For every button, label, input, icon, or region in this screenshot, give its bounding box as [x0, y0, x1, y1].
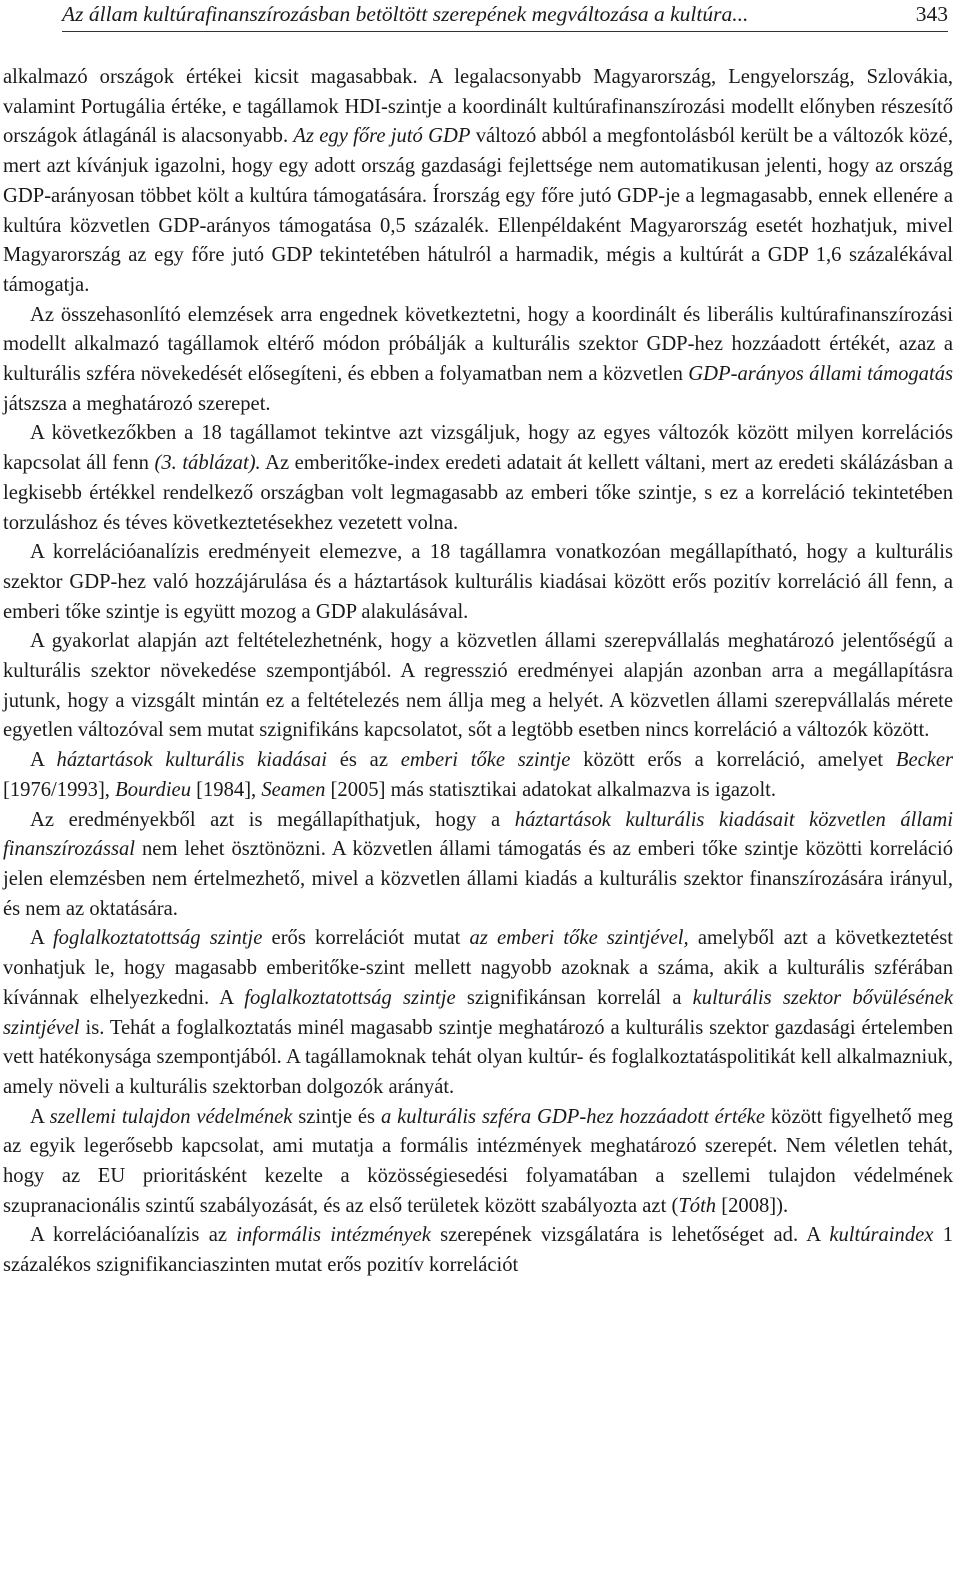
text-run: [2008]).: [716, 1194, 789, 1217]
italic-run: Az egy főre jutó GDP: [293, 125, 471, 148]
paragraph: [3, 627, 953, 746]
italic-run: kulturális szektor bővülésének szintjével: [3, 986, 954, 1039]
text-run: A: [30, 927, 53, 950]
italic-run: a kulturális szféra GDP-hez hozzáadott értéke: [380, 1105, 765, 1128]
italic-run: az emberi tőke szintjével,: [469, 927, 689, 950]
text-run: játszsza a meghatározó szerepet.: [3, 392, 271, 415]
italic-run: háztartások kulturális kiadásai: [56, 749, 327, 772]
paragraph: [3, 806, 953, 925]
text-run: és az: [326, 749, 401, 772]
text-run: változó abból a megfontolásból került be a változók közé, mert azt kívánjuk igazolni, hogy egy adott ország gazdasági fejlettsége nem automatikusan jelenti, hogy az ország GDP-arányosan többet költ a kultúra támogatására. Írország egy főre jutó GDP-je a legmagasabb, ennek ellenére a kultúra közvetlen GDP-arányos támogatása 0,5 százalék. Ellenpéldaként Magyarország esetét hozhatjuk, mivel Magyarország az egy főre jutó GDP tekintetében hátulról a harmadik, mégis a kultúrát a GDP 1,6 százalékával támogatja.: [3, 125, 953, 296]
italic-run: Tóth: [678, 1194, 717, 1217]
text-run: A: [30, 1105, 50, 1128]
text-run: amelyből azt a következtetést vonhatjuk le, hogy magasabb emberitőke-szint mellett nagyobb azoknak a száma, akik a kulturális szférában kívánnak elhelyezkedni. A: [3, 927, 954, 1009]
paragraph: [3, 538, 953, 627]
italic-run: Bourdieu: [115, 778, 191, 801]
text-run: szerepének vizsgálatára is lehetőséget ad. A: [430, 1224, 830, 1247]
text-run: A korrelációanalízis az: [30, 1224, 237, 1247]
text-run: alkalmazó országok értékei kicsit magasabbak. A legalacsonyabb Magyarország, Lengyelország, Szlovákia, valamint Portugália értéke, e tagállamok HDI-szintje a koordinált kultúrafinanszírozási modellt előnyben részesítő országok átlagánál is alacsonyabb.: [3, 66, 953, 148]
italic-run: foglalkoztatottság szintje: [244, 986, 456, 1009]
italic-run: Becker: [895, 749, 954, 772]
paragraph: [3, 1103, 953, 1222]
italic-run: emberi tőke szintje: [400, 749, 571, 772]
text-run: A korrelációanalízis eredményeit elemezve, a 18 tagállamra vonatkozóan megállapítható, hogy a kulturális szektor GDP-hez való hozzájárulása és a háztartások kulturális kiadásai között erős pozitív korreláció áll fenn, a emberi tőke szintje is együtt mozog a GDP alakulásával.: [3, 541, 953, 623]
text-run: szintje és: [292, 1105, 381, 1128]
italic-run: (3. táblázat).: [154, 452, 261, 475]
text-run: Az eredményekből azt is megállapíthatjuk, hogy a: [30, 808, 515, 831]
text-run: Az emberitőke-index eredeti adatait át kellett váltani, mert az eredeti skálázásban a legkisebb értékkel rendelkező országban volt legmagasabb az emberi tőke szintje, s ez a korreláció tekintetében torzuláshoz és téves következtetésekhez vezetett volna.: [3, 452, 953, 534]
page-number: 343: [915, 2, 948, 26]
paragraph: [3, 1221, 953, 1280]
body-text: [3, 63, 953, 1281]
text-run: A következőkben a 18 tagállamot tekintve azt vizsgáljuk, hogy az egyes változók között milyen korrelációs kapcsolat áll fenn: [3, 422, 953, 475]
text-run: A: [30, 749, 57, 772]
paragraph: [3, 63, 953, 301]
text-run: Az összehasonlító elemzések arra engednek következtetni, hogy a koordinált és liberális kultúrafinanszírozási modellt alkalmazó tagállamok eltérő módon próbálják a kulturális szektor GDP-hez hozzáadott értékét, azaz a kulturális szféra növekedését elősegíteni, és ebben a folyamatban nem a közvetlen: [3, 303, 953, 386]
italic-run: GDP-arányos állami támogatás: [688, 363, 953, 386]
paragraph: [3, 924, 953, 1102]
paragraph: [3, 419, 953, 538]
text-run: között erős a korreláció, amelyet: [570, 749, 896, 772]
text-run: [1984],: [191, 778, 262, 801]
text-run: [1976/1993],: [3, 778, 116, 801]
paragraph: [3, 746, 953, 805]
italic-run: szellemi tulajdon védelmének: [49, 1105, 293, 1128]
text-run: [2005] más statisztikai adatokat alkalmazva is igazolt.: [325, 778, 777, 801]
text-run: között figyelhető meg az egyik legerősebb kapcsolat, ami mutatja a formális intézmények meghatározó szerepét. Nem véletlen tehát, hogy az EU prioritásként kezelte a közösségiesedési folyamatában a szellemi tulajdon védelmének szupranacionális szintű szabályozását, és az első területek között szabályozta azt (: [3, 1105, 954, 1217]
running-header: [62, 0, 948, 32]
paragraph: [3, 301, 953, 420]
text-run: nem lehet ösztönözni. A közvetlen állami támogatás és az emberi tőke szintje közötti korreláció jelen elemzésben nem értelmezhető, mivel a közvetlen állami kiadás a kulturális szektor finanszírozására irányul, és nem az oktatására.: [3, 838, 953, 920]
running-title: Az állam kultúrafinanszírozásban betöltött szerepének megváltozása a kultúra...: [62, 2, 749, 26]
italic-run: kultúraindex: [829, 1224, 934, 1247]
italic-run: háztartások kulturális kiadásait közvetlen állami finanszírozással: [3, 808, 953, 861]
text-run: erős korrelációt mutat: [262, 927, 470, 950]
text-run: 1 százalékos szignifikanciaszinten mutat erős pozitív korrelációt: [3, 1224, 953, 1277]
italic-run: Seamen: [261, 778, 326, 801]
text-run: A gyakorlat alapján azt feltételezhetnénk, hogy a közvetlen állami szerepvállalás meghatározó jelentőségű a kulturális szektor növekedése szempontjából. A regresszió eredményei alapján azonban arra a megállapításra jutunk, hogy a vizsgált mintán ez a feltételezés nem állja meg a helyét. A közvetlen állami szerepvállalás mérete egyetlen változóval sem mutat szignifikáns kapcsolatot, sőt a legtöbb esetben nincs korreláció a változók között.: [3, 630, 953, 742]
text-run: szignifikánsan korrelál a: [455, 986, 693, 1009]
text-run: is. Tehát a foglalkoztatás minél magasabb szintje meghatározó a kulturális szektor gazdasági értelemben vett hatékonysága szempontjából. A tagállamoknak tehát olyan kultúr- és foglalkoztatáspolitikát kell alkalmazniuk, amely növeli a kulturális szektorban dolgozók arányát.: [3, 1016, 953, 1098]
italic-run: informális intézmények: [236, 1224, 431, 1247]
italic-run: foglalkoztatottság szintje: [52, 927, 263, 950]
